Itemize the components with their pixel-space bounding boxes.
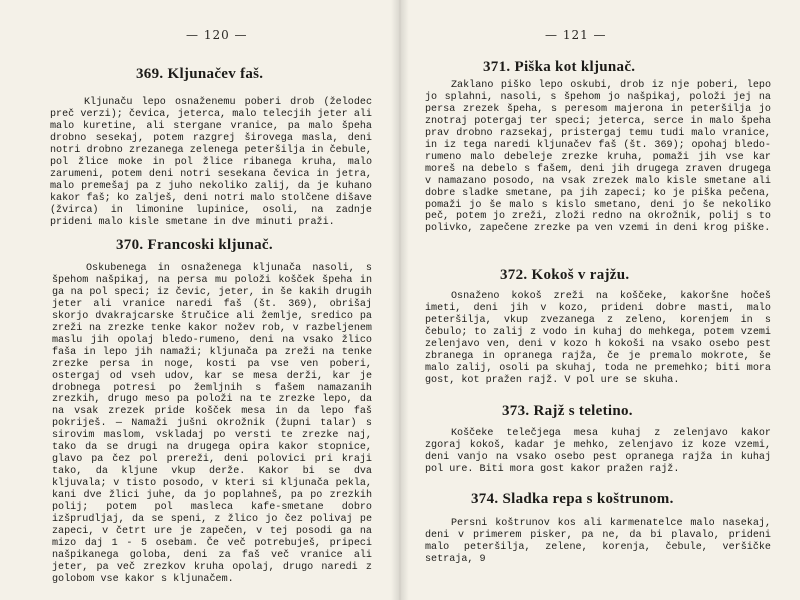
recipe-title-373: 373. Rajž s teletino. [502, 403, 633, 419]
recipe-title-369: 369. Kljunačev faš. [136, 66, 264, 82]
recipe-text-369: Kljunaču lepo osnaženemu poberi drob (želodec preč verzi); čevica, jeterca, malo telecjih jeter ali malo kuretine, ali stergane vranice, pa malo špeha drobno sesekaj, potem razgrej širovega masla, deni notri drobno zrezanega zelenega peteršilja in čebule, pol žlice moke in pol žlice ribanega kruha, malo zarumeni, potem deni notri sesekana čevica in jetra, malo premešaj pa z juho nekoliko zalij, da je kuhano kakor faš; ko zalješ, deni notri malo stolčene dišave (žvirca) in limonine lupinice, osoli, na zadnje prideni malo kisle smetane in dve minuti praži. [50, 97, 372, 228]
recipe-text-372: Osnaženo kokoš zreži na koščeke, kakoršne hočeš imeti, deni jih v kozo, prideni dobre masti, malo peteršilja, vkup zvezanega z zeleno, korenjem in s čebulo; to zalij z vodo in kuhaj do mehkega, potem vzemi zelenjavo ven, deni v kozo h kokoši na vsako osebo pest zbranega in opranega rajža, če je premalo mokrote, še malo zalij, osoli pa skuhaj, toda ne premehko; biti mora gost, kot pražen rajž. V pol ure se skuha. [425, 291, 771, 386]
recipe-title-370: 370. Francoski kljunač. [116, 237, 273, 253]
left-page [0, 0, 395, 600]
page-number-right: — 121 — [545, 28, 607, 42]
recipe-text-370: Oskubenega in osnaženega kljunača nasoli, s špehom našpikaj, na persa mu položi košček špeha in ga na pol speci; iz čevic, jeter, in še kakih drugih jeter ali vranice naredi faš (št. 369), obrišaj skorjo dvakrajcarske štručice ali žemlje, sredico pa zreži na zrezke tenke kakor nožev rob, v razbeljenem maslu jih opolaj bledo-rumeno, deni na vsako žlico faša in lepo jih namaži; kljunača pa zreži na tenke zrezke persa in noge, kosti pa vse ven poberi, ostergaj od vseh udov, kar se mesa derži, kar je drobnega potresi po žemljnih s fašem namazanih zrezkih, drugo meso pa položi na te zrezke lepo, da na vsak zrezek pride košček mesa in da lepo faš pokriješ. — Namaži jušni okrožnik (župni talar) s sirovim maslom, vskladaj po versti te zrezke naj, tako da se drugi na drugega opira kakor stopnice, glavo pa čez pol prereži, deni polovici pri kraji tako, da kljune vkup derže. Kakor bi se dva kljuvala; v tisto posodo, v kteri si kljunača pekla, kani dve žlici juhe, da jo poplahneš, pa po zrezkih polij; potem pol masleca kafe-smetane dobro izšprudljaj, da se speni, z žlico jo čez polivaj pe zapeci, v četrt ure je zapečen, v tej posodi ga na mizo daj 1 - 5 osebam. Če več potrebuješ, pripeci našpikanega goloba, deni za faš več vranice ali jeter, pa več zrezkov kruha opolaj, drugo naredi z golobom vse kakor s kljunačem. [52, 263, 372, 585]
recipe-title-371: 371. Piška kot kljunač. [483, 59, 636, 75]
recipe-text-373: Koščeke telečjega mesa kuhaj z zelenjavo kakor zgoraj kokoš, kadar je mehko, zelenjavo iz koze vzemi, deni vanjo na vsako osebo pest opranega rajža in kuhaj pol ure. Biti mora gost kakor pražen rajž. [425, 428, 771, 475]
right-page [405, 0, 800, 600]
recipe-title-374: 374. Sladka repa s koštrunom. [471, 491, 674, 507]
recipe-text-371: Zaklano piško lepo oskubi, drob iz nje poberi, lepo jo splahni, nasoli, s špehom jo našpikaj, položi jej na persa zrezek špeha, s peresom majerona in peteršilja jo znotraj potergaj ter speci; jeterca, serce in malo špeha prav drobno razsekaj, pristergaj temu tudi malo vranice, in iz tega naredi kljunačev faš (št. 369); opohaj bledo-rumeno malo debeleje zrezke kruha, pomaži jih vse kar moreš na debelo s fašem, deni jih drugega zraven drugega v namazano posodo, na vsak zrezek malo kisle smetane ali dobre sladke smetane, pa jih zapeci; ko je piška pečena, pomaži jo še malo s kislo smetano, deni jo še nekoliko peč, potem jo zreži, zloži redno na okrožnik, polij s to polivko, zapečene zrezke pa ven vzemi in deni krog piške. [425, 80, 771, 235]
recipe-title-372: 372. Kokoš v rajžu. [500, 267, 630, 283]
page-number-left: — 120 — [186, 28, 248, 42]
recipe-text-374: Persni koštrunov kos ali karmenatelce malo nasekaj, deni v primerem pisker, pa ne, da bi plavalo, prideni malo peteršilja, zelene, korenja, čebule, veršičke setraja, 9 [425, 518, 771, 565]
